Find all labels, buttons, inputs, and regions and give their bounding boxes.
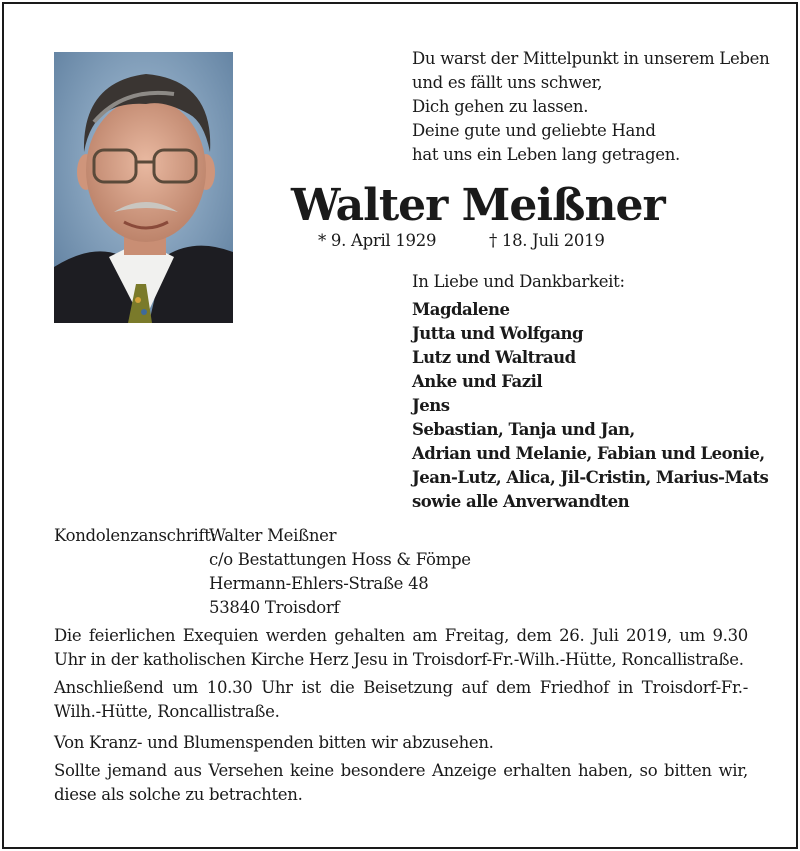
family-member: Adrian und Melanie, Fabian und Leonie,	[412, 444, 765, 463]
flowers-paragraph: Von Kranz- und Blumenspenden bitten wir abzusehen.	[54, 733, 494, 752]
poem-line: Du warst der Mittelpunkt in unserem Leben	[412, 49, 770, 68]
address-line: Walter Meißner	[209, 526, 337, 545]
death-date: † 18. Juli 2019	[489, 231, 605, 250]
family-member: Sebastian, Tanja und Jan,	[412, 420, 635, 439]
poem	[412, 47, 782, 167]
family-member: Lutz und Waltraud	[412, 348, 576, 367]
notice-paragraph: Sollte jemand aus Versehen keine besondere Anzeige erhalten haben, so bitten wir, diese als solche zu betrachten.	[54, 761, 748, 804]
family-member: sowie alle Anverwandten	[412, 492, 630, 511]
address-line: 53840 Troisdorf	[209, 598, 340, 617]
deceased-name: Walter Meißner	[291, 180, 665, 231]
condolence-label: Kondolenzanschrift:	[54, 526, 216, 545]
family-member: Anke und Fazil	[412, 372, 543, 391]
family-list	[412, 298, 768, 514]
birth-date: * 9. April 1929	[318, 231, 437, 250]
condolence-address	[209, 524, 471, 620]
family-member: Magdalene	[412, 300, 510, 319]
family-member: Jean-Lutz, Alica, Jil-Cristin, Marius-Mats	[412, 468, 769, 487]
address-line: Hermann-Ehlers-Straße 48	[209, 574, 429, 593]
poem-line: Dich gehen zu lassen.	[412, 97, 589, 116]
poem-line: Deine gute und geliebte Hand	[412, 121, 656, 140]
poem-line: und es fällt uns schwer,	[412, 73, 603, 92]
family-member: Jutta und Wolfgang	[412, 324, 584, 343]
portrait-photo	[54, 52, 233, 323]
address-line: c/o Bestattungen Hoss & Fömpe	[209, 550, 471, 569]
poem-line: hat uns ein Leben lang getragen.	[412, 145, 680, 164]
family-member: Jens	[412, 396, 450, 415]
burial-paragraph: Anschließend um 10.30 Uhr ist die Beisetzung auf dem Friedhof in Troisdorf-Fr.-Wilh.-Hütte, Roncallistraße.	[54, 678, 748, 721]
thanks-line: In Liebe und Dankbarkeit:	[412, 272, 625, 291]
service-paragraph: Die feierlichen Exequien werden gehalten am Freitag, dem 26. Juli 2019, um 9.30 Uhr in der katholischen Kirche Herz Jesu in Troisdorf-Fr.-Wilh.-Hütte, Roncallistraße.	[54, 626, 748, 669]
